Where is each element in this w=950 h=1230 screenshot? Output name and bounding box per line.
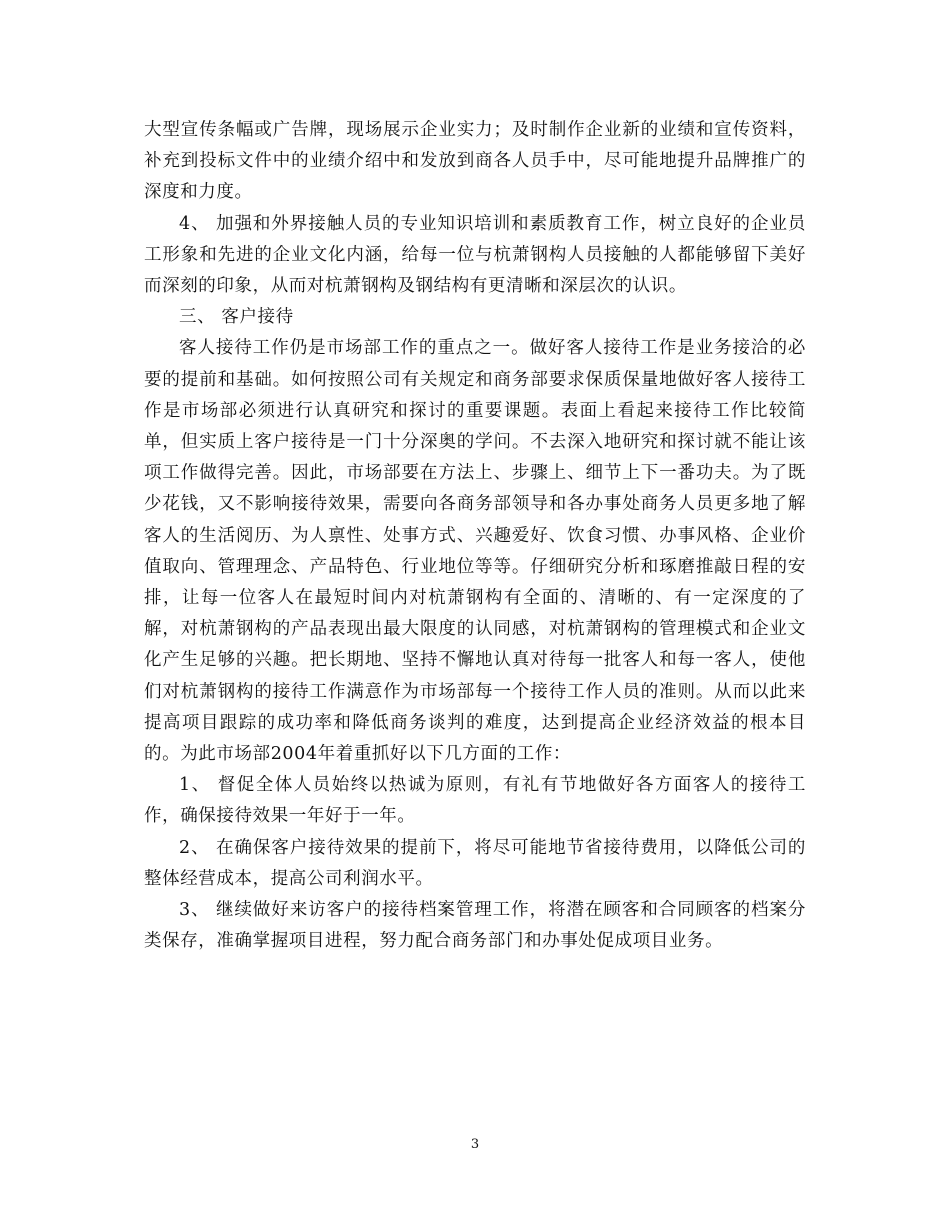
- paragraph-item-2: 2、 在确保客户接待效果的提前下，将尽可能地节省接待费用，以降低公司的整体经营成本，提高公司利润水平。: [144, 837, 806, 889]
- page-number: 3: [470, 1137, 480, 1152]
- document-body: [144, 115, 806, 957]
- paragraph-item-1: 1、 督促全体人员始终以热诚为原则，有礼有节地做好各方面客人的接待工作，确保接待效果一年好于一年。: [144, 775, 806, 827]
- paragraph-continuation: 大型宣传条幅或广告牌，现场展示企业实力；及时制作企业新的业绩和宣传资料，补充到投标文件中的业绩介绍中和发放到商各人员手中，尽可能地提升品牌推广的深度和力度。: [144, 120, 806, 203]
- paragraph-reception-overview: 客人接待工作仍是市场部工作的重点之一。做好客人接待工作是业务接洽的必要的提前和基础。如何按照公司有关规定和商务部要求保质保量地做好客人接待工作是市场部必须进行认真研究和探讨的重要课题。表面上看起来接待工作比较简单，但实质上客户接待是一门十分深奥的学问。不去深入地研究和探讨就不能让该项工作做得完善。因此，市场部要在方法上、步骤上、细节上下一番功夫。为了既少花钱，又不影响接待效果，需要向各商务部领导和各办事处商务人员更多地了解客人的生活阅历、为人禀性、处事方式、兴趣爱好、饮食习惯、办事风格、企业价值取向、管理理念、产品特色、行业地位等等。仔细研究分析和琢磨推敲日程的安排，让每一位客人在最短时间内对杭萧钢构有全面的、清晰的、有一定深度的了解，对杭萧钢构的产品表现出最大限度的认同感，对杭萧钢构的管理模式和企业文化产生足够的兴趣。把长期地、坚持不懈地认真对待每一批客人和每一客人，使他们对杭萧钢构的接待工作满意作为市场部每一个接待工作人员的准则。从而以此来提高项目跟踪的成功率和降低商务谈判的难度，达到提高企业经济效益的根本目的。为此市场部2004年着重抓好以下几方面的工作：: [144, 338, 806, 765]
- paragraph-item-3: 3、 继续做好来访客户的接待档案管理工作，将潜在顾客和合同顾客的档案分类保存，准确掌握项目进程，努力配合商务部门和办事处促成项目业务。: [144, 900, 806, 952]
- section-heading-customer-reception: 三、 客户接待: [179, 307, 294, 328]
- paragraph-item-4: 4、 加强和外界接触人员的专业知识培训和素质教育工作，树立良好的企业员工形象和先进的企业文化内涵，给每一位与杭萧钢构人员接触的人都能够留下美好而深刻的印象，从而对杭萧钢构及钢结构有更清晰和深层次的认识。: [144, 213, 806, 297]
